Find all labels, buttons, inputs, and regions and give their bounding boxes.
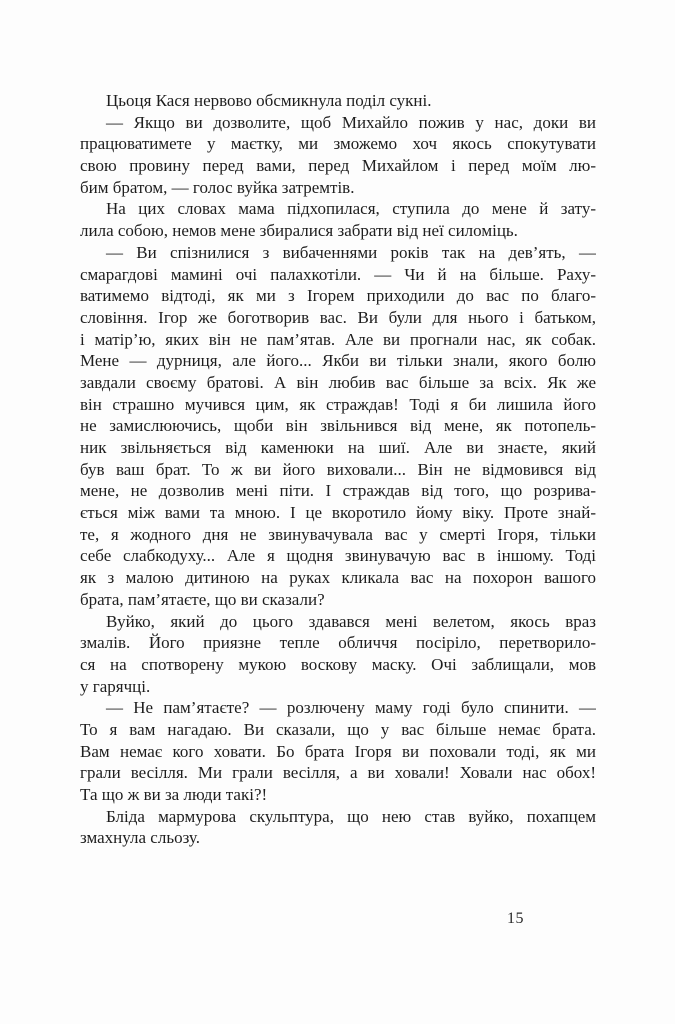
paragraph xyxy=(80,697,596,805)
text-line: — Ви спізнилися з вибаченнями років так на дев’ять, — xyxy=(106,242,596,262)
text-line: не замислюючись, щоби він звільнився від мене, як потопель- xyxy=(80,416,596,436)
paragraph xyxy=(80,198,596,241)
text-line: ватимемо відтоді, як ми з Ігорем приходили до вас по благо- xyxy=(80,286,596,306)
paragraph xyxy=(80,242,596,611)
text-line: Вуйко, який до цього здавався мені велетом, якось враз xyxy=(106,611,596,631)
text-line: На цих словах мама підхопилася, ступила до мене й зату- xyxy=(106,199,596,219)
paragraph xyxy=(80,112,596,199)
text-line: завдали своєму братові. А він любив вас більше за всіх. Як же xyxy=(80,372,596,392)
text-line: — Не пам’ятаєте? — розлючену маму годі було спинити. — xyxy=(106,698,596,718)
text-line: То я вам нагадаю. Ви сказали, що у вас більше немає брата. xyxy=(80,719,596,739)
text-line: змалів. Його приязне тепле обличчя посіріло, перетворило- xyxy=(80,633,596,653)
text-line: він страшно мучився цим, як страждав! Тоді я би лишила його xyxy=(80,394,596,414)
text-line: ся на спотворену мукою воскову маску. Очі заблищали, мов xyxy=(80,654,596,674)
text-line: свою провину перед вами, перед Михайлом і перед моїм лю- xyxy=(80,156,596,176)
text-line: змахнула сльозу. xyxy=(80,828,200,848)
text-line: себе слабкодуху... Але я щодня звинувачую вас в іншому. Тоді xyxy=(80,546,596,566)
text-line: лила собою, немов мене збиралися забрати від неї силоміць. xyxy=(80,221,518,241)
paragraph xyxy=(80,611,596,698)
text-line: як з малою дитиною на руках кликала вас на похорон вашого xyxy=(80,568,596,588)
text-line: грали весілля. Ми грали весілля, а ви ховали! Ховали нас обох! xyxy=(80,763,596,783)
page-number: 15 xyxy=(507,910,524,927)
text-line: смарагдові мамині очі палахкотіли. — Чи й на більше. Раху- xyxy=(80,264,596,284)
text-line: брата, пам’ятаєте, що ви сказали? xyxy=(80,589,325,609)
paragraph xyxy=(80,90,596,112)
text-line: ється між вами та мною. І це вкоротило йому віку. Проте знай- xyxy=(80,503,596,523)
text-line: і матір’ю, яких він не пам’ятав. Але ви прогнали нас, як собак. xyxy=(80,329,596,349)
text-line: ник звільняється від каменюки на шиї. Але ви знаєте, який xyxy=(80,438,596,457)
text-line: був ваш брат. То ж ви його виховали... Він не відмовився від xyxy=(80,459,596,479)
text-line: Бліда мармурова скульптура, що нею став вуйко, похапцем xyxy=(106,806,596,826)
text-line: словіння. Ігор же боготворив вас. Ви були для нього і батьком, xyxy=(80,307,596,327)
paragraph xyxy=(80,806,596,849)
text-line: бим братом, — голос вуйка затремтів. xyxy=(80,177,355,197)
text-line: Та що ж ви за люди такі?! xyxy=(80,785,268,804)
text-line: Вам немає кого ховати. Бо брата Ігоря ви поховали тоді, як ми xyxy=(80,741,596,761)
text-line: Цьоця Кася нервово обсмикнула поділ сукні. xyxy=(106,91,432,110)
text-line: працюватимете у маєтку, ми зможемо хоч якось спокутувати xyxy=(80,134,596,154)
text-line: — Якщо ви дозволите, щоб Михайло пожив у нас, доки ви xyxy=(106,112,596,132)
text-line: те, я жодного дня не звинувачувала вас у смерті Ігоря, тільки xyxy=(80,524,596,544)
text-block xyxy=(80,90,596,849)
text-line: у гарячці. xyxy=(80,676,151,696)
text-line: Мене — дурниця, але його... Якби ви тільки знали, якого болю xyxy=(80,351,596,371)
text-line: мене, не дозволив мені піти. І страждав від того, що розрива- xyxy=(80,481,596,501)
